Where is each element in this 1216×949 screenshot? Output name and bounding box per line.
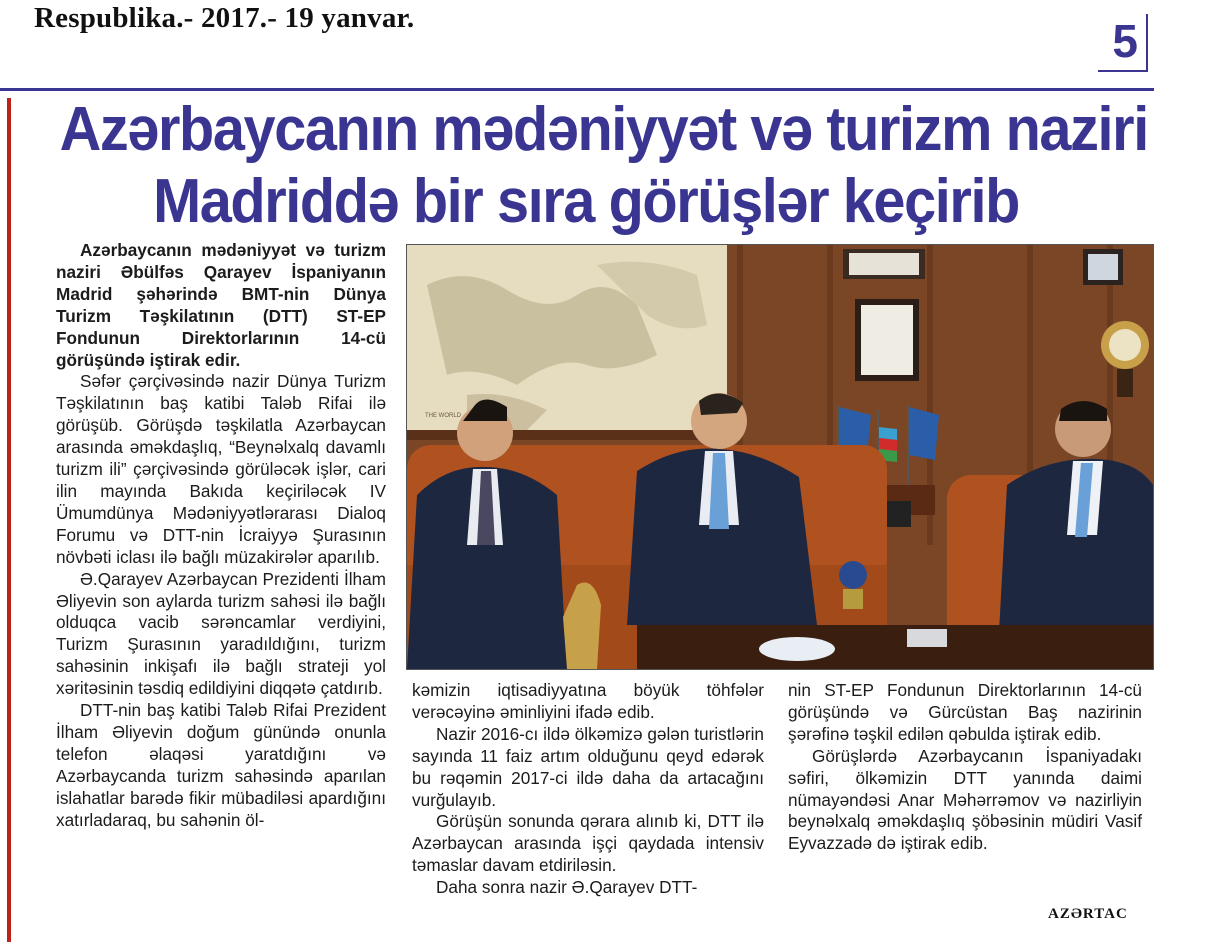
body-paragraph: Ə.Qarayev Azərbaycan Prezidenti İlham Əliyevin son aylarda turizm sahəsi ilə bağlı olduqca vacib sərəncamlar verdiyini, Turizm Şurasının yaradıldığını, turizm sahəsinin inkişafı ilə bağlı strateji yol xəritəsinin təsdiq edildiyini diqqətə çatdırıb. — [56, 568, 386, 699]
header-rule — [0, 88, 1154, 91]
news-photo — [406, 244, 1154, 670]
masthead: Respublika.- 2017.- 19 yanvar. — [34, 2, 415, 34]
article-column-2 — [412, 680, 764, 899]
body-paragraph: Görüşün sonunda qərara alınıb ki, DTT ilə Azərbaycan arasında işçi qaydada intensiv təmaslar davam etdiriləsin. — [412, 811, 764, 876]
body-paragraph: kəmizin iqtisadiyyatına böyük töhfələr verəcəyinə əminliyini ifadə edib. — [412, 680, 764, 722]
lede-paragraph: Azərbaycanın mədəniyyət və turizm naziri Əbülfəs Qarayev İspaniyanın Madrid şəhərində BMT-nin Dünya Turizm Təşkilatının (DTT) ST-EP Fondunun Direktorlarının 14-cü görüşündə iştirak edir. — [56, 240, 386, 370]
article-column-1 — [56, 240, 386, 831]
headline-line-2: Madriddə bir sıra görüşlər keçirib — [153, 167, 1019, 236]
headline-line-1: Azərbaycanın mədəniyyət və turizm naziri — [59, 95, 1148, 164]
body-paragraph: Görüşlərdə Azərbaycanın İspaniyadakı səfiri, ölkəmizin DTT yanında daimi nümayəndəsi Anar Məhərrəmov və nazirliyin beynəlxalq əməkdaşlıq şöbəsinin müdiri Vasif Eyvazzadə də iştirak edib. — [788, 745, 1142, 854]
map-label: THE WORLD — [425, 413, 461, 419]
body-paragraph: DTT-nin baş katibi Taləb Rifai Prezident İlham Əliyevin doğum günündə onunla telefon əlaqəsi yaratdığını və Azərbaycanda turizm sahəsində aparılan islahatlar barədə fikir mübadiləsi apardığını xatırladaraq, bu sahənin öl- — [56, 700, 386, 830]
source-credit: AZƏRTAC — [1048, 906, 1128, 922]
meeting-photo-illustration — [407, 245, 1153, 669]
body-paragraph: Daha sonra nazir Ə.Qarayev DTT- — [436, 877, 698, 898]
body-paragraph: Nazir 2016-cı ildə ölkəmizə gələn turistlərin sayında 11 faiz artım olduğunu qeyd edərək bu rəqəmin 2017-ci ildə daha da artacağını vurğulayıb. — [412, 723, 764, 810]
article-column-3 — [788, 680, 1142, 855]
body-paragraph: nin ST-EP Fondunun Direktorlarının 14-cü görüşündə və Gürcüstan Baş nazirinin şərəfinə təşkil edilən qəbulda iştirak edib. — [788, 680, 1142, 744]
page-number: 5 — [1098, 14, 1148, 72]
headline — [59, 94, 1148, 238]
accent-bar — [7, 98, 11, 942]
body-paragraph: Səfər çərçivəsində nazir Dünya Turizm Təşkilatının baş katibi Taləb Rifai ilə görüşüb. Görüşdə təşkilatla Azərbaycan arasında əməkdaşlıq, “Beynəlxalq davamlı turizm ili” çərçivəsində görüləcək işlər, cari ilin mayında Bakıda keçiriləcək IV Ümumdünya Mədəniyyətlərarası Dialoq Forumu və DTT-nin İcraiyyə Şurasının növbəti iclası ilə bağlı müzakirələr aparılıb. — [56, 371, 386, 567]
